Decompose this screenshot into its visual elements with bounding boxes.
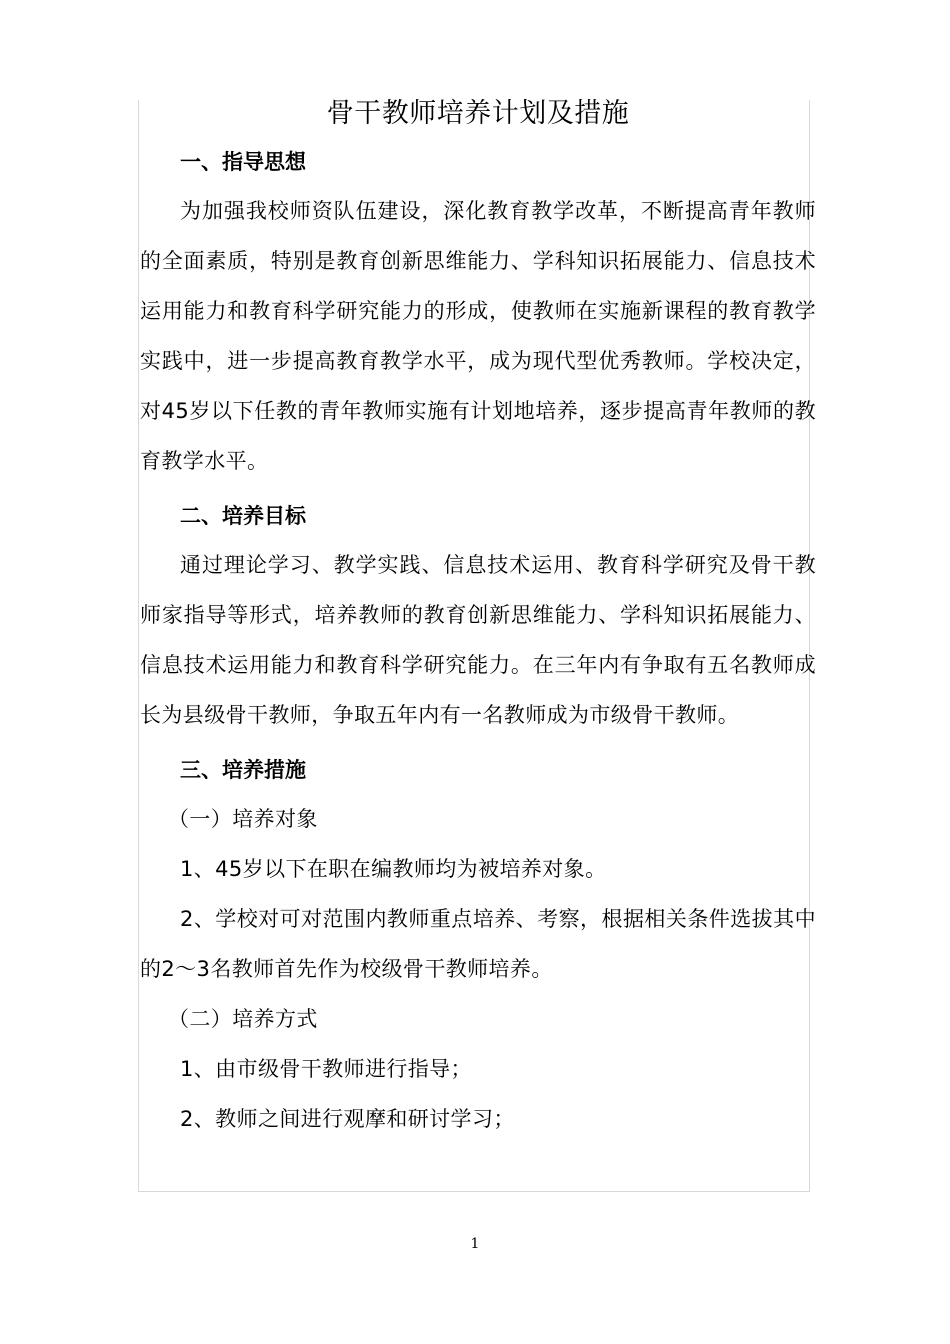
section-paragraph-training-goals: 通过理论学习、教学实践、信息技术运用、教育科学研究及骨干教师家指导等形式，培养教师的教育创新思维能力、学科知识拓展能力、信息技术运用能力和教育科学研究能力。在三年内有争取有五名教师成长为县级骨干教师，争取五年内有一名教师成为市级骨干教师。 [140, 553, 816, 727]
document-title: 骨干教师培养计划及措施 [326, 98, 630, 129]
section-heading-training-goals: 二、培养目标 [180, 504, 306, 528]
list-item: 1、45岁以下在职在编教师均为被培养对象。 [180, 857, 607, 881]
list-item: 2、学校对可对范围内教师重点培养、考察，根据相关条件选拔其中的2～3名教师首先作为校级骨干教师培养。 [140, 907, 816, 981]
list-item: 1、由市级骨干教师进行指导； [180, 1057, 472, 1081]
section-paragraph-guiding-thought: 为加强我校师资队伍建设，深化教育教学改革，不断提高青年教师的全面素质，特别是教育创新思维能力、学科知识拓展能力、信息技术运用能力和教育科学研究能力的形成，使教师在实施新课程的教育教学实践中，进一步提高教育教学水平，成为现代型优秀教师。学校决定，对45岁以下任教的青年教师实施有计划地培养，逐步提高青年教师的教育教学水平。 [140, 199, 816, 473]
subsection-heading-training-targets: （一）培养对象 [168, 807, 318, 831]
document-body [140, 92, 816, 1144]
section-heading-guiding-thought: 一、指导思想 [180, 150, 306, 174]
page-number: 1 [470, 1236, 480, 1252]
subsection-heading-training-methods: （二）培养方式 [168, 1007, 318, 1031]
section-heading-training-measures: 三、培养措施 [180, 758, 306, 782]
list-item: 2、教师之间进行观摩和研讨学习； [180, 1107, 515, 1131]
